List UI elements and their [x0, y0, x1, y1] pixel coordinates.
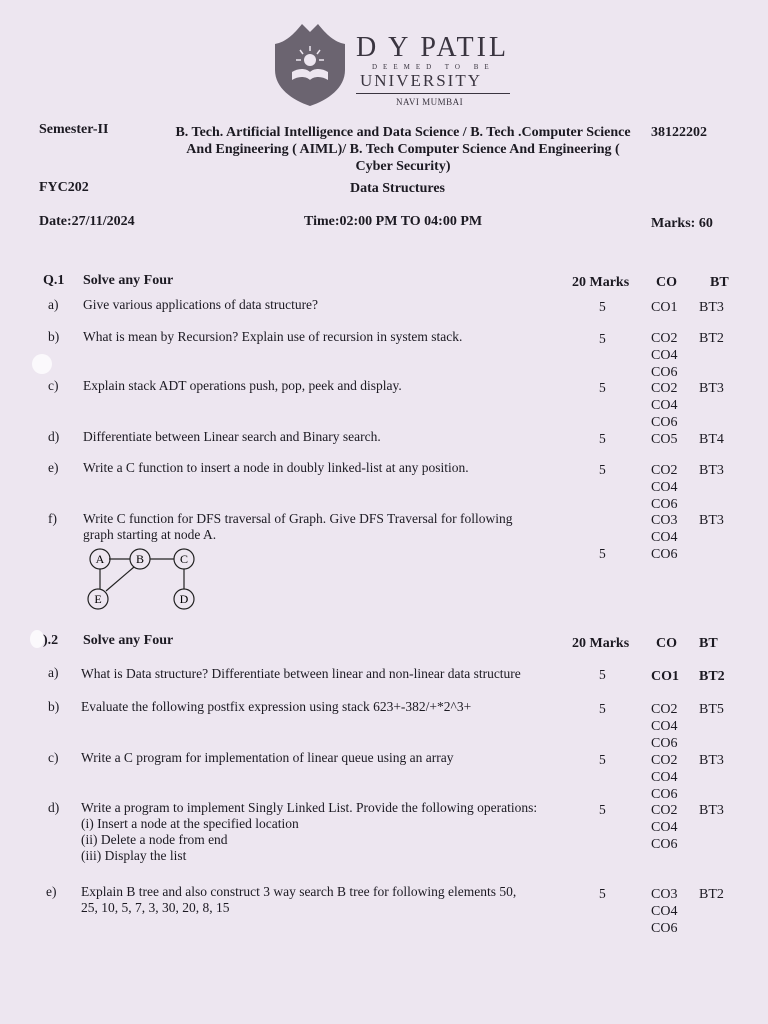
q2-d-marks: 5	[599, 802, 606, 817]
q1-number: Q.1	[43, 273, 65, 288]
dfs-graph	[84, 547, 204, 613]
q1-e-text: Write a C function to insert a node in doubly linked-list at any position.	[83, 460, 469, 475]
q1-c-marks: 5	[599, 380, 606, 395]
graph-node-a	[90, 549, 110, 569]
q2-marks-header: 20 Marks	[572, 636, 630, 651]
q1-b-label: b)	[48, 329, 60, 344]
punch-hole-2	[30, 630, 44, 648]
q2-e-co: CO3 CO4 CO6	[651, 887, 678, 936]
q2-e-text: Explain B tree and also construct 3 way search B tree for following elements 50, 25, 10, 5, 7, 3, 30, 20, 8, 15	[81, 884, 517, 915]
q2-b-marks: 5	[599, 701, 606, 716]
university-location: NAVI MUMBAI	[396, 97, 464, 107]
q1-d-marks: 5	[599, 431, 606, 446]
q1-instruction: Solve any Four	[83, 273, 174, 288]
svg-text:C: C	[179, 552, 189, 566]
q1-c-text: Explain stack ADT operations push, pop, peek and display.	[83, 378, 402, 393]
q2-a-text: What is Data structure? Differentiate between linear and non-linear data structure	[81, 666, 521, 681]
graph-node-e	[88, 589, 108, 609]
svg-text:B: B	[135, 552, 145, 566]
q1-e-marks: 5	[599, 462, 606, 477]
paper-code: 38122202	[651, 125, 707, 140]
q2-e-label: e)	[46, 884, 57, 899]
svg-text:A: A	[95, 552, 105, 566]
total-marks: Marks: 60	[651, 216, 713, 231]
q2-d-co: CO2 CO4 CO6	[651, 803, 678, 852]
q1-bt-header: BT	[710, 275, 729, 290]
q2-b-label: b)	[48, 699, 60, 714]
q1-a-text: Give various applications of data structure?	[83, 297, 319, 312]
q1-f-text: Write C function for DFS traversal of Graph. Give DFS Traversal for following graph starting at node A.	[83, 511, 513, 542]
punch-hole	[32, 354, 52, 374]
q1-b-bt: BT2	[699, 331, 724, 346]
course-name: Data Structures	[350, 181, 446, 196]
q1-f-co: CO3 CO4 CO6	[651, 513, 678, 562]
q2-c-label: c)	[48, 750, 59, 765]
q1-a-label: a)	[48, 297, 59, 312]
q1-a-co: CO1	[651, 300, 678, 315]
shield-emblem-icon	[272, 22, 348, 108]
q1-a-marks: 5	[599, 299, 606, 314]
q1-e-bt: BT3	[699, 463, 724, 478]
q2-d-bt: BT3	[699, 803, 724, 818]
university-deemed: DEEMED TO BE	[372, 63, 495, 71]
q2-e-bt: BT2	[699, 887, 724, 902]
q1-d-bt: BT4	[699, 432, 724, 447]
q2-instruction: Solve any Four	[83, 633, 174, 648]
q2-c-marks: 5	[599, 752, 606, 767]
q1-a-bt: BT3	[699, 300, 724, 315]
q1-b-text: What is mean by Recursion? Explain use of recursion in system stack.	[83, 329, 463, 344]
q2-co-header: CO	[656, 636, 677, 651]
q2-bt-header: BT	[699, 636, 718, 651]
q2-e-marks: 5	[599, 886, 606, 901]
q1-c-label: c)	[48, 378, 59, 393]
graph-node-d	[174, 589, 194, 609]
q1-d-text: Differentiate between Linear search and Binary search.	[83, 429, 381, 444]
q2-b-co: CO2 CO4 CO6	[651, 702, 678, 751]
university-logo	[272, 22, 348, 108]
q1-b-co: CO2 CO4 CO6	[651, 331, 678, 380]
q2-b-text: Evaluate the following postfix expression using stack 623+-382/+*2^3+	[81, 699, 472, 714]
q1-e-co: CO2 CO4 CO6	[651, 463, 678, 512]
q1-b-marks: 5	[599, 331, 606, 346]
logo-underline	[356, 93, 510, 94]
semester: Semester-II	[39, 122, 109, 137]
graph-node-c	[174, 549, 194, 569]
q1-marks-header: 20 Marks	[572, 275, 630, 290]
svg-text:E: E	[94, 592, 102, 606]
university-name-line2: UNIVERSITY	[360, 71, 482, 90]
q2-d-label: d)	[48, 800, 60, 815]
exam-time: Time:02:00 PM TO 04:00 PM	[304, 214, 483, 229]
q2-b-bt: BT5	[699, 702, 724, 717]
q2-a-co: CO1	[651, 669, 679, 684]
q1-co-header: CO	[656, 275, 677, 290]
exam-date: Date:27/11/2024	[39, 214, 135, 229]
graph-diagram	[84, 547, 204, 613]
q1-c-co: CO2 CO4 CO6	[651, 381, 678, 430]
program-name: B. Tech. Artificial Intelligence and Data Science / B. Tech .Computer Science And Engineering ( AIML)/ B. Tech Computer Science And Engineering ( Cyber Security)	[175, 125, 631, 174]
course-code: FYC202	[39, 180, 89, 195]
q1-d-co: CO5	[651, 432, 678, 447]
q2-c-text: Write a C program for implementation of linear queue using an array	[81, 750, 454, 765]
university-name: D Y PATIL	[356, 32, 510, 63]
q1-d-label: d)	[48, 429, 60, 444]
q1-f-label: f)	[48, 511, 57, 526]
q2-a-label: a)	[48, 665, 59, 680]
q2-number: ).2	[43, 633, 59, 648]
q1-e-label: e)	[48, 460, 59, 475]
q2-a-marks: 5	[599, 667, 606, 682]
graph-node-b	[130, 549, 150, 569]
q1-f-bt: BT3	[699, 513, 724, 528]
q2-c-co: CO2 CO4 CO6	[651, 753, 678, 802]
q1-f-marks: 5	[599, 546, 606, 561]
q2-d-text: Write a program to implement Singly Linked List. Provide the following operations: (i) Insert a node at the specified location (ii) Delete a node from end (iii) Display the list	[81, 800, 538, 863]
q2-c-bt: BT3	[699, 753, 724, 768]
q2-a-bt: BT2	[699, 669, 725, 684]
q1-c-bt: BT3	[699, 381, 724, 396]
svg-text:D: D	[179, 592, 189, 606]
